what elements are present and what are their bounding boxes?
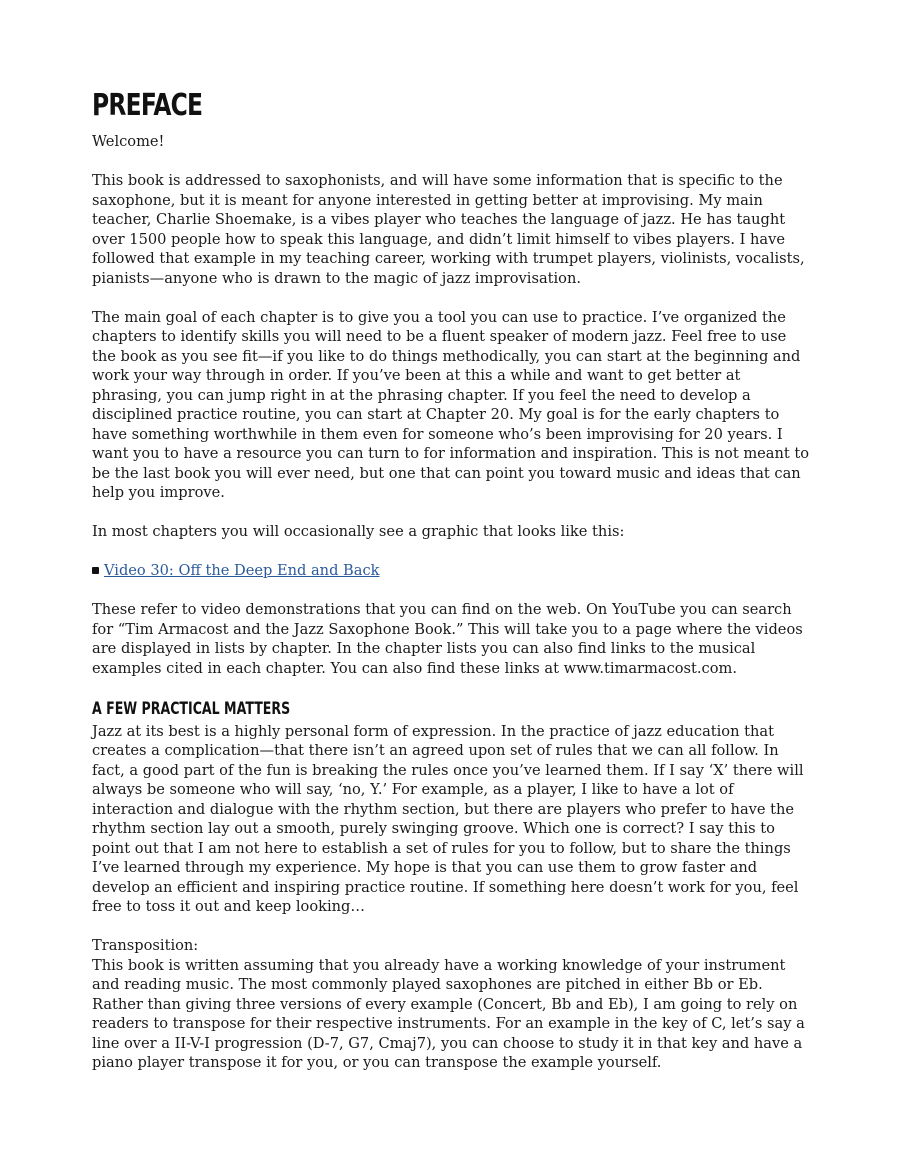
intro-paragraph: This book is addressed to saxophonists, and will have some information that is specific to the saxophone, but it is meant for anyone interested in getting better at improvising. My main teacher, Charlie Shoemake, is a vibes player who teaches the language of jazz. He has taught over 1500 people how to speak this language, and didn’t limit himself to vibes players. I have followed that example in my teaching career, working with trumpet players, violinists, vocalists, pianists—anyone who is drawn to the magic of jazz improvisation.: [92, 172, 805, 287]
document-page: [92, 88, 810, 1092]
page-title: PREFACE: [92, 88, 203, 123]
welcome-text: Welcome!: [92, 133, 165, 150]
graphic-intro-paragraph: In most chapters you will occasionally see a graphic that looks like this:: [92, 523, 625, 540]
goal-paragraph: The main goal of each chapter is to give you a tool you can use to practice. I’ve organized the chapters to identify skills you will need to be a fluent speaker of modern jazz. Feel free to use the book as you see fit—if you like to do things methodically, you can start at the beginning and work your way through in order. If you’ve been at this a while and want to get better at phrasing, you can jump right in at the phrasing chapter. If you feel the need to develop a disciplined practice routine, you can start at Chapter 20. My goal is for the early chapters to have something worthwhile in them even for someone who’s been improvising for 20 years. I want you to have a resource you can turn to for information and inspiration. This is not meant to be the last book you will ever need, but one that can point you toward music and ideas that can help you improve.: [92, 308, 810, 501]
transposition-paragraph: This book is written assuming that you already have a working knowledge of your instrument and reading music. The most commonly played saxophones are pitched in either Bb or Eb. Rather than giving three versions of every example (Concert, Bb and Eb), I am going to rely on readers to transpose for their respective instruments. For an example in the key of C, let’s say a line over a II-V-I progression (D-7, G7, Cmaj7), you can choose to study it in that key and have a piano player transpose it for you, or you can transpose the example yourself.: [92, 956, 805, 1071]
video-link[interactable]: Video 30: Off the Deep End and Back: [104, 562, 380, 579]
video-refs-paragraph: These refer to video demonstrations that you can find on the web. On YouTube you can search for “Tim Armacost and the Jazz Saxophone Book.” This will take you to a page where the videos are displayed in lists by chapter. In the chapter lists you can also find links to the musical examples cited in each chapter. You can also find these links at www.timarmacost.com.: [92, 601, 803, 677]
square-bullet-icon: [92, 567, 99, 574]
video-reference: [92, 561, 810, 581]
section-heading: A FEW PRACTICAL MATTERS: [92, 698, 291, 719]
transposition-label: Transposition:: [92, 937, 199, 954]
practical-paragraph: Jazz at its best is a highly personal form of expression. In the practice of jazz education that creates a complication—that there isn’t an agreed upon set of rules that we can all follow. In fact, a good part of the fun is breaking the rules once you’ve learned them. If I say ‘X’ there will always be someone who will say, ‘no, Y.’ For example, as a player, I like to have a lot of interaction and dialogue with the rhythm section, but there are players who prefer to have the rhythm section lay out a smooth, purely swinging groove. Which one is correct? I say this to point out that I am not here to establish a set of rules for you to follow, but to share the things I’ve learned through my experience. My hope is that you can use them to grow faster and develop an efficient and inspiring practice routine. If something here doesn’t work for you, feel free to toss it out and keep looking…: [92, 722, 804, 915]
